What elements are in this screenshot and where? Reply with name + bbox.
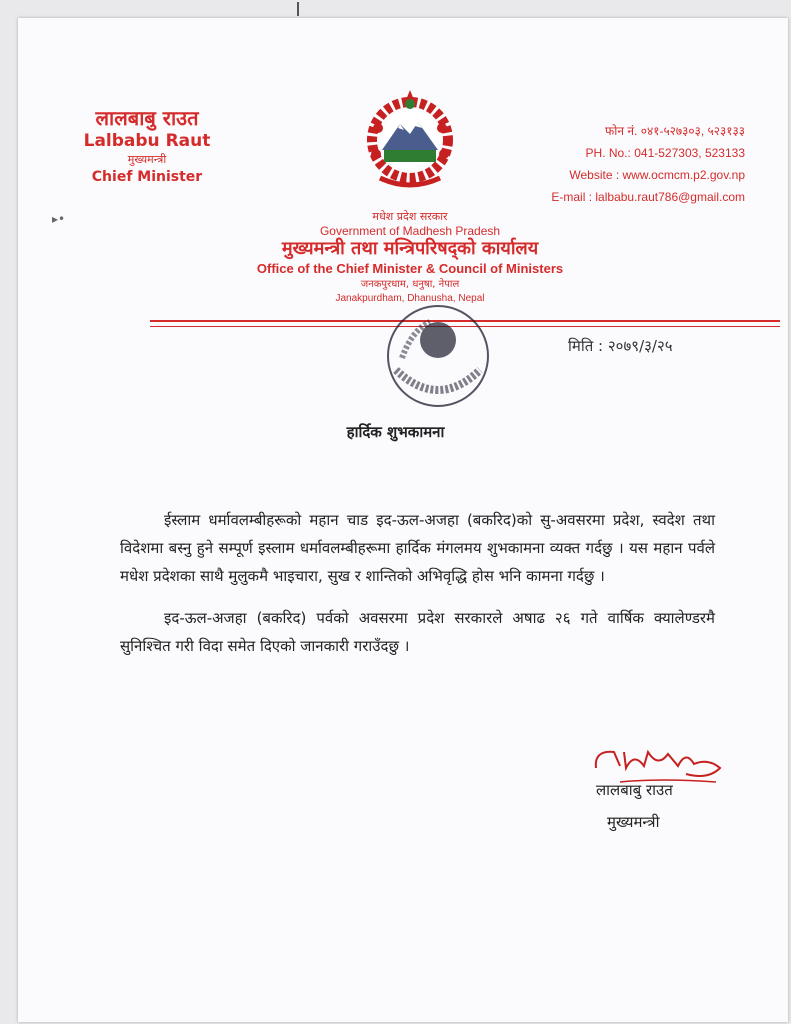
- office-name-np: मुख्यमन्त्री तथा मन्त्रिपरिषद्को कार्यालय: [281, 238, 539, 259]
- government-np: मधेश प्रदेश सरकार: [372, 210, 448, 223]
- office-block: [190, 210, 630, 306]
- government-en: Government of Madhesh Pradesh: [319, 224, 501, 238]
- sender-title-np: मुख्यमन्त्री: [127, 153, 167, 166]
- website: Website : www.ocmcm.p2.gov.np: [569, 168, 745, 182]
- letter-body: [120, 506, 715, 674]
- phone-np: फोन नं. ०४१-५२७३०३, ५२३१३३: [605, 124, 745, 138]
- phone-en: PH. No.: 041-527303, 523133: [585, 146, 745, 160]
- sender-name-np: लालबाबु राउत: [95, 106, 199, 130]
- body-paragraph: इद-ऊल-अजहा (बकरिद) पर्वको अवसरमा प्रदेश सरकारले अषाढ २६ गते वार्षिक क्यालेण्डरमै सुनिश्चित गरी विदा समेत दिएको जानकारी गराउँदछु ।: [120, 609, 715, 655]
- email: E-mail : lalbabu.raut786@gmail.com: [551, 190, 745, 204]
- office-seal-stamp: [382, 300, 494, 412]
- address-en: Janakpurdham, Dhanusha, Nepal: [335, 293, 485, 304]
- letter-date: मिति : २०७९/३/२५: [568, 337, 673, 355]
- sender-name-en: Lalbabu Raut: [83, 131, 211, 151]
- sender-block: [62, 106, 232, 186]
- letter-heading: हार्दिक शुभकामना: [346, 423, 445, 441]
- office-name-en: Office of the Chief Minister & Council of Ministers: [256, 261, 564, 276]
- address-np: जनकपुरधाम, धनुषा, नेपाल: [360, 279, 460, 290]
- signatory-name: लालबाबु राउत: [596, 781, 673, 799]
- signatory-title: मुख्यमन्त्री: [607, 813, 660, 831]
- body-paragraph: ईस्लाम धर्मावलम्बीहरूको महान चाड इद-ऊल-अजहा (बकरिद)को सु-अवसरमा प्रदेश, स्वदेश तथा विदेशमा बस्नु हुने सम्पूर्ण इस्लाम धर्मावलम्बीहरूमा हार्दिक मंगलमय शुभकामना व्यक्त गर्दछु । यस महान पर्वले मधेश प्रदेशका साथै मुलुकमै भाइचारा, सुख र शान्तिको अभिवृद्धि होस भनि कामना गर्दछु ।: [120, 511, 715, 585]
- scan-mark: [297, 2, 299, 16]
- nepal-emblem-icon: [360, 88, 460, 192]
- scan-smudge: ▸•: [52, 212, 66, 226]
- sender-title-en: Chief Minister: [91, 169, 203, 185]
- contact-block: [551, 120, 745, 208]
